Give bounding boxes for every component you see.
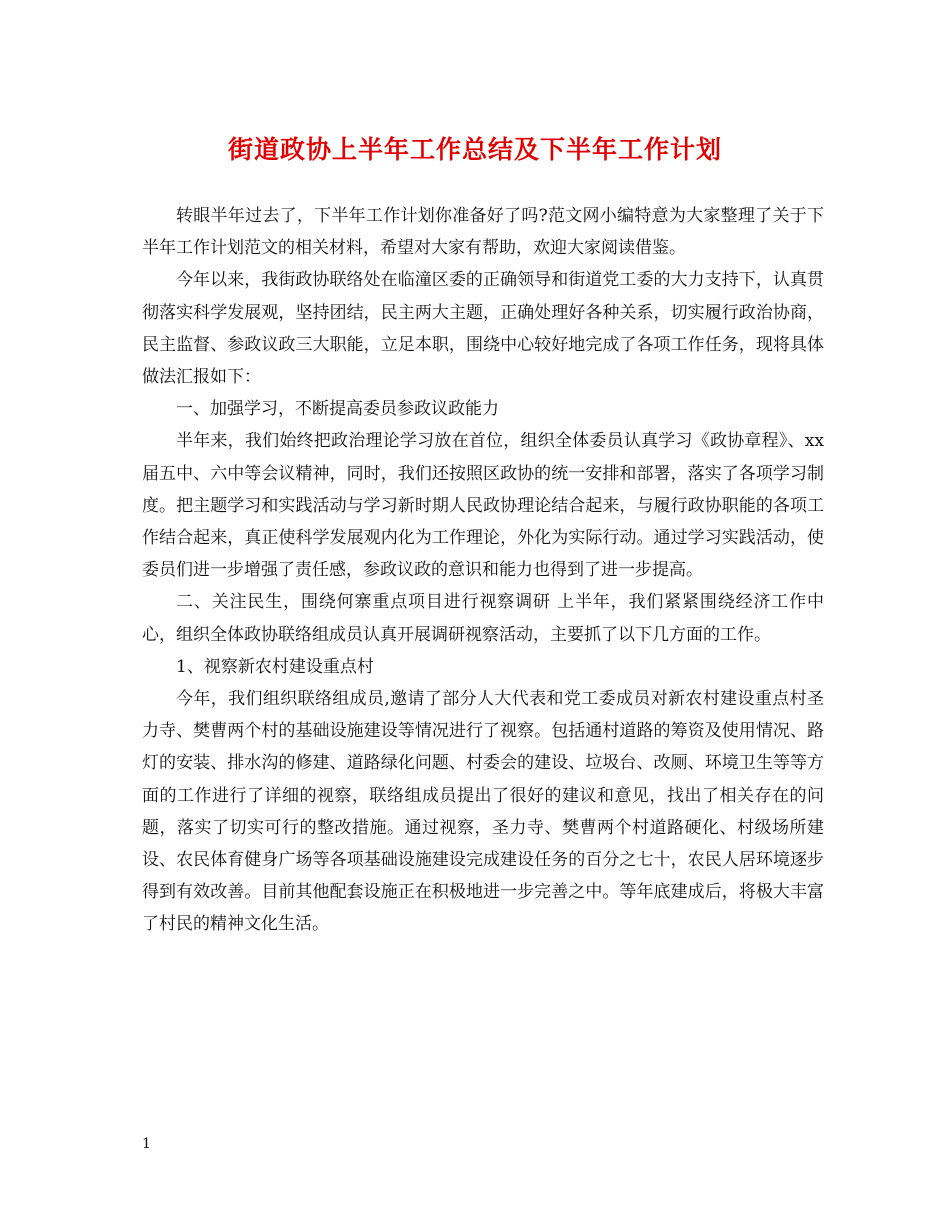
document-title: 街道政协上半年工作总结及下半年工作计划 (227, 135, 722, 164)
paragraph-overview: 今年以来，我街政协联络处在临潼区委的正确领导和街道党工委的大力支持下，认真贯彻落实科学发展观，坚持团结，民主两大主题，正确处理好各种关系，切实履行政治协商，民主监督、参政议政三大职能，立足本职，围绕中心较好地完成了各项工作任务，现将具体做法汇报如下： (142, 270, 824, 388)
page-number: 1 (142, 1136, 151, 1152)
section-heading-1: 一、加强学习，不断提高委员参政议政能力 (176, 399, 499, 420)
paragraph-inspection: 今年，我们组织联络组成员,邀请了部分人大代表和党工委成员对新农村建设重点村圣力寺、樊曹两个村的基础设施建设等情况进行了视察。包括通村道路的筹资及使用情况、路灯的安装、排水沟的修建、道路绿化问题、村委会的建设、垃圾台、改厕、环境卫生等等方面的工作进行了详细的视察，联络组成员提出了很好的建议和意见，找出了相关存在的问题，落实了切实可行的整改措施。通过视察，圣力寺、樊曹两个村道路硬化、村级场所建设、农民体育健身广场等各项基础设施建设完成建设任务的百分之七十，农民人居环境逐步得到有效改善。目前其他配套设施正在积极地进一步完善之中。等年底建成后，将极大丰富了村民的精神文化生活。 (142, 689, 824, 935)
document-body (142, 200, 824, 941)
paragraph-intro: 转眼半年过去了，下半年工作计划你准备好了吗?范文网小编特意为大家整理了关于下半年工作计划范文的相关材料，希望对大家有帮助，欢迎大家阅读借鉴。 (142, 206, 824, 259)
paragraph-study: 半年来，我们始终把政治理论学习放在首位，组织全体委员认真学习《政协章程》、xx届五中、六中等会议精神，同时，我们还按照区政协的统一安排和部署，落实了各项学习制度。把主题学习和实践活动与学习新时期人民政协理论结合起来，与履行政协职能的各项工作结合起来，真正使科学发展观内化为工作理论，外化为实际行动。通过学习实践活动，使委员们进一步增强了责任感，参政议政的意识和能力也得到了进一步提高。 (142, 431, 824, 581)
subsection-heading-1: 1、视察新农村建设重点村 (176, 656, 374, 677)
section-heading-2: 二、关注民生，围绕何寨重点项目进行视察调研 上半年，我们紧紧围绕经济工作中心，组织全体政协联络组成员认真开展调研视察活动，主要抓了以下几方面的工作。 (142, 592, 824, 645)
